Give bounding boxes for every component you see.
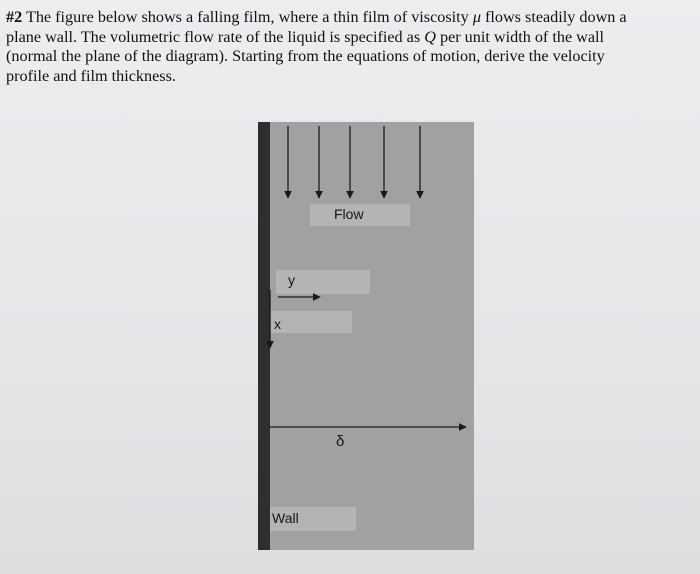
problem-text-1a: The figure below shows a falling film, where a thin film of viscosity <box>25 8 469 26</box>
viscosity-symbol: μ <box>472 8 481 26</box>
problem-text-2a: plane wall. The volumetric flow rate of the liquid is specified as <box>6 27 421 46</box>
problem-line-3: (normal the plane of the diagram). Starting from the equations of motion, derive the velocity <box>6 47 605 65</box>
x-label: x <box>274 316 281 332</box>
flow-arrows <box>288 126 420 198</box>
wall-label: Wall <box>272 510 299 526</box>
y-label: y <box>288 272 295 288</box>
problem-line-4: profile and film thickness. <box>6 66 176 85</box>
problem-text-2b: per unit width of the wall <box>439 27 605 46</box>
flowrate-symbol: Q <box>424 27 436 46</box>
delta-label: δ <box>336 433 345 450</box>
flow-label: Flow <box>334 206 364 222</box>
problem-number: #2 <box>6 8 23 26</box>
problem-text-1b: flows steadily down a <box>485 8 627 26</box>
